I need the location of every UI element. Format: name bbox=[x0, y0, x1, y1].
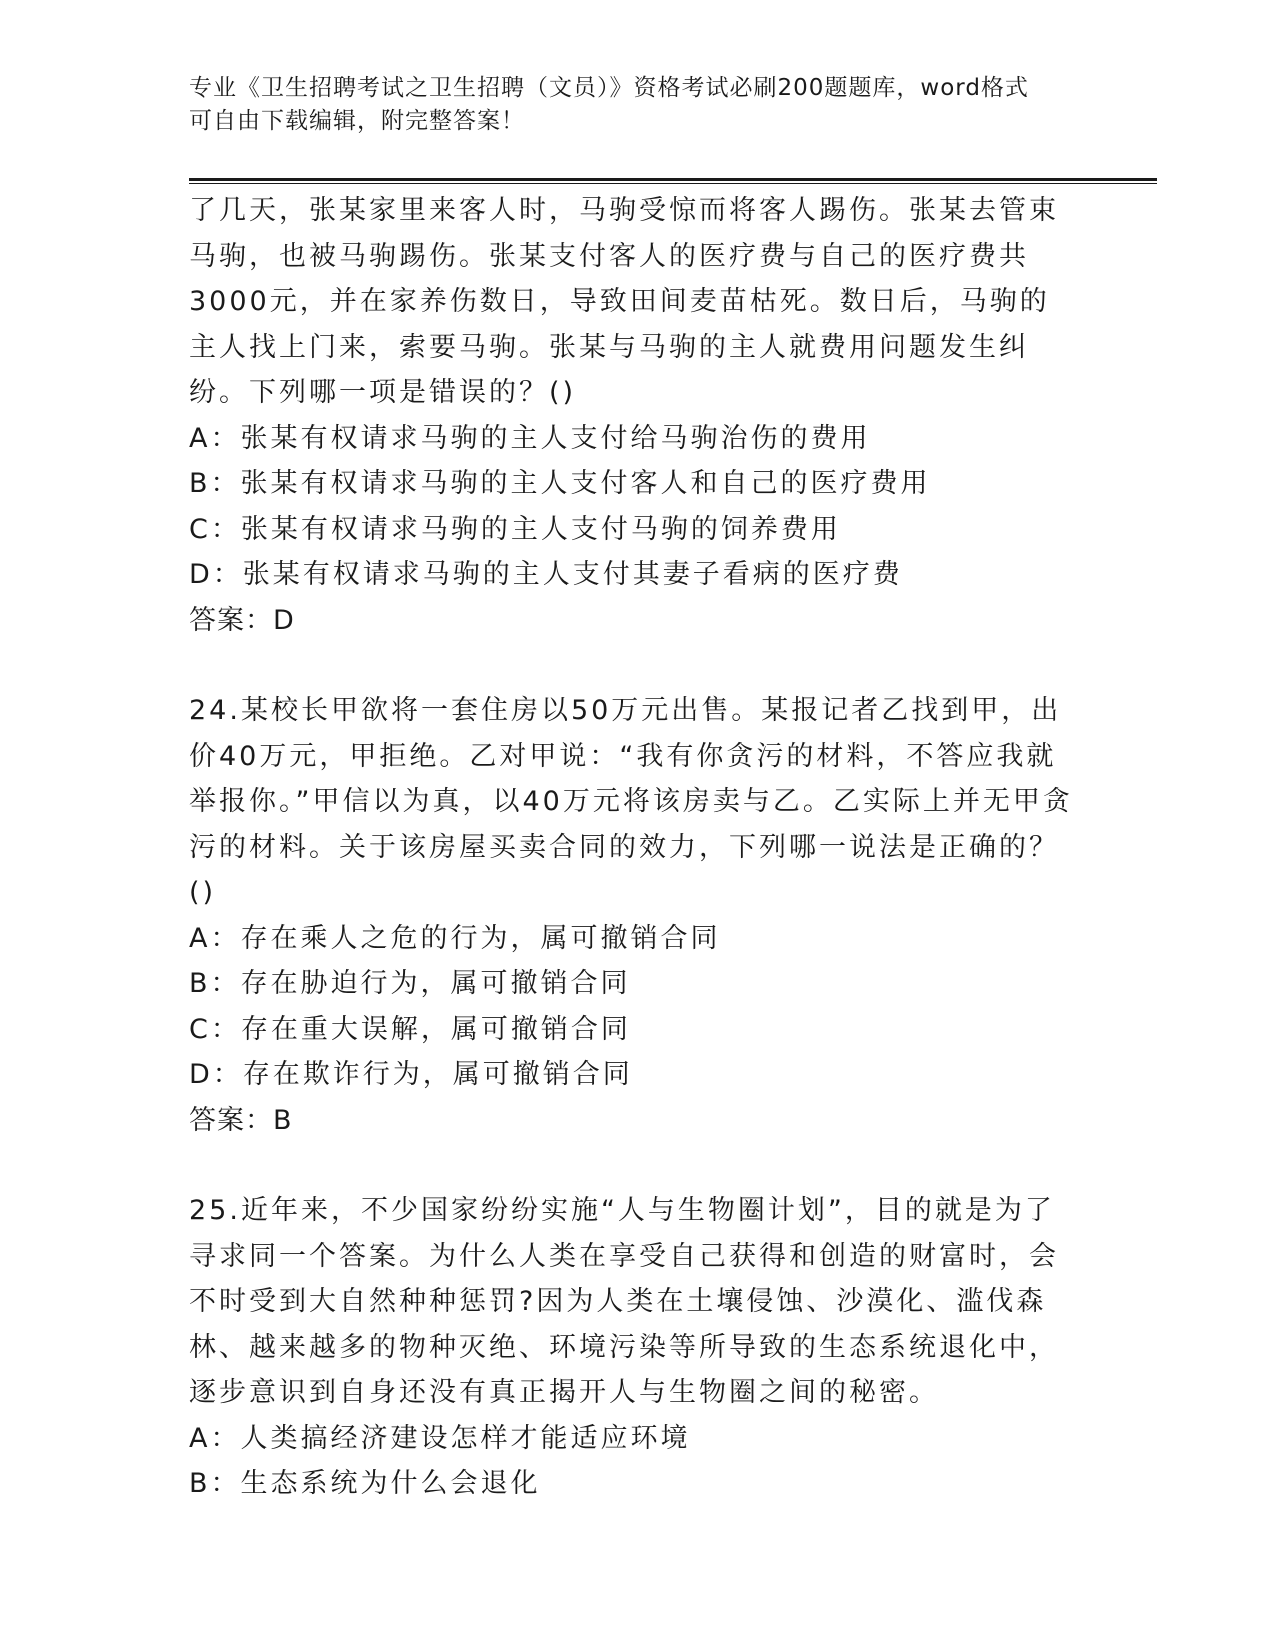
answer-line: 答案：B bbox=[189, 1104, 293, 1136]
option-a: A：张某有权请求马驹的主人支付给马驹治伤的费用 bbox=[189, 422, 871, 454]
option-c: C：张某有权请求马驹的主人支付马驹的饲养费用 bbox=[189, 513, 841, 545]
question-gap bbox=[189, 1143, 1079, 1188]
option-b: B：张某有权请求马驹的主人支付客人和自己的医疗费用 bbox=[189, 468, 931, 499]
answer-line: 答案：D bbox=[189, 604, 295, 636]
header-line-2: 可自由下载编辑，附完整答案！ bbox=[189, 108, 525, 134]
question-24 bbox=[189, 688, 1079, 1143]
option-b: B：生态系统为什么会退化 bbox=[189, 1468, 541, 1499]
question-23 bbox=[189, 188, 1079, 643]
option-d: D：存在欺诈行为，属可撤销合同 bbox=[189, 1059, 633, 1090]
header-divider-thick bbox=[189, 178, 1157, 181]
option-a: A：人类搞经济建设怎样才能适应环境 bbox=[189, 1422, 691, 1454]
option-d: D：张某有权请求马驹的主人支付其妻子看病的医疗费 bbox=[189, 559, 903, 590]
question-gap bbox=[189, 643, 1079, 688]
header-divider-thin bbox=[189, 183, 1157, 184]
option-a: A：存在乘人之危的行为，属可撤销合同 bbox=[189, 922, 721, 954]
option-c: C：存在重大误解，属可撤销合同 bbox=[189, 1013, 631, 1045]
question-stem: 25.近年来，不少国家纷纷实施“人与生物圈计划”，目的就是为了寻求同一个答案。为什么人类在享受自己获得和创造的财富时，会不时受到大自然种种惩罚?因为人类在土壤侵蚀、沙漠化、滥伐森林、越来越多的物种灭绝、环境污染等所导致的生态系统退化中，逐步意识到自身还没有真正揭开人与生物圈之间的秘密。 bbox=[189, 1195, 1059, 1408]
header-line-1: 专业《卫生招聘考试之卫生招聘（文员）》资格考试必刷200题题库，word格式 bbox=[189, 75, 1029, 101]
question-stem: 了几天，张某家里来客人时，马驹受惊而将客人踢伤。张某去管束马驹，也被马驹踢伤。张某支付客人的医疗费与自己的医疗费共3000元，并在家养伤数日，导致田间麦苗枯死。数日后，马驹的主人找上门来，索要马驹。张某与马驹的主人就费用问题发生纠纷。下列哪一项是错误的？() bbox=[189, 195, 1059, 408]
question-content bbox=[189, 188, 1079, 1507]
question-25 bbox=[189, 1188, 1079, 1507]
document-header bbox=[189, 72, 1069, 138]
option-b: B：存在胁迫行为，属可撤销合同 bbox=[189, 968, 631, 999]
question-stem: 24.某校长甲欲将一套住房以50万元出售。某报记者乙找到甲，出价40万元，甲拒绝。乙对甲说：“我有你贪污的材料，不答应我就举报你。”甲信以为真，以40万元将该房卖与乙。乙实际上并无甲贪污的材料。关于该房屋买卖合同的效力，下列哪一说法是正确的？() bbox=[189, 695, 1073, 908]
